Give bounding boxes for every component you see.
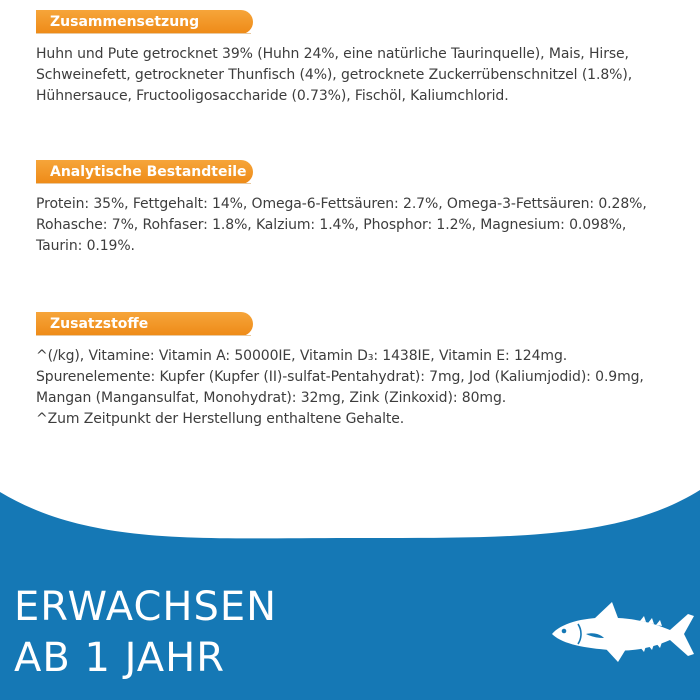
analytical-underline: [36, 183, 251, 184]
additives-underline: [36, 335, 251, 336]
audience-line-2: AB 1 JAHR: [14, 635, 226, 681]
composition-section: [36, 10, 676, 107]
composition-text: [36, 44, 676, 107]
composition-heading: Zusammensetzung: [36, 10, 253, 34]
analytical-section: [36, 160, 676, 257]
additives-heading: Zusatzstoffe: [36, 312, 253, 336]
analytical-heading: Analytische Bestandteile: [36, 160, 253, 184]
analytical-text: [36, 194, 676, 257]
composition-underline: [36, 33, 251, 34]
composition-line: Schweinefett, getrockneter Thunfisch (4%), getrocknete Zuckerrübenschnitzel (1.8%),: [36, 67, 633, 83]
additives-line: ^(/kg), Vitamine: Vitamin A: 50000IE, Vitamin D₃: 1438IE, Vitamin E: 124mg.: [36, 348, 568, 364]
analytical-line: Rohasche: 7%, Rohfaser: 1.8%, Kalzium: 1.4%, Phosphor: 1.2%, Magnesium: 0.098%,: [36, 217, 627, 233]
audience-line-1: ERWACHSEN: [14, 584, 278, 630]
analytical-line: Taurin: 0.19%.: [36, 238, 135, 254]
additives-section: [36, 312, 676, 430]
additives-line: Mangan (Mangansulfat, Monohydrat): 32mg, Zink (Zinkoxid): 80mg.: [36, 390, 507, 406]
composition-line: Hühnersauce, Fructooligosaccharide (0.73%), Fischöl, Kaliumchlorid.: [36, 88, 509, 104]
tuna-fish-icon: [548, 596, 700, 668]
additives-text: [36, 346, 676, 430]
analytical-line: Protein: 35%, Fettgehalt: 14%, Omega-6-Fettsäuren: 2.7%, Omega-3-Fettsäuren: 0.28%,: [36, 196, 647, 212]
additives-line: ^Zum Zeitpunkt der Herstellung enthaltene Gehalte.: [36, 411, 405, 427]
composition-line: Huhn und Pute getrocknet 39% (Huhn 24%, eine natürliche Taurinquelle), Mais, Hirse,: [36, 46, 629, 62]
additives-line: Spurenelemente: Kupfer (Kupfer (II)-sulfat-Pentahydrat): 7mg, Jod (Kaliumjodid): 0.9mg,: [36, 369, 644, 385]
